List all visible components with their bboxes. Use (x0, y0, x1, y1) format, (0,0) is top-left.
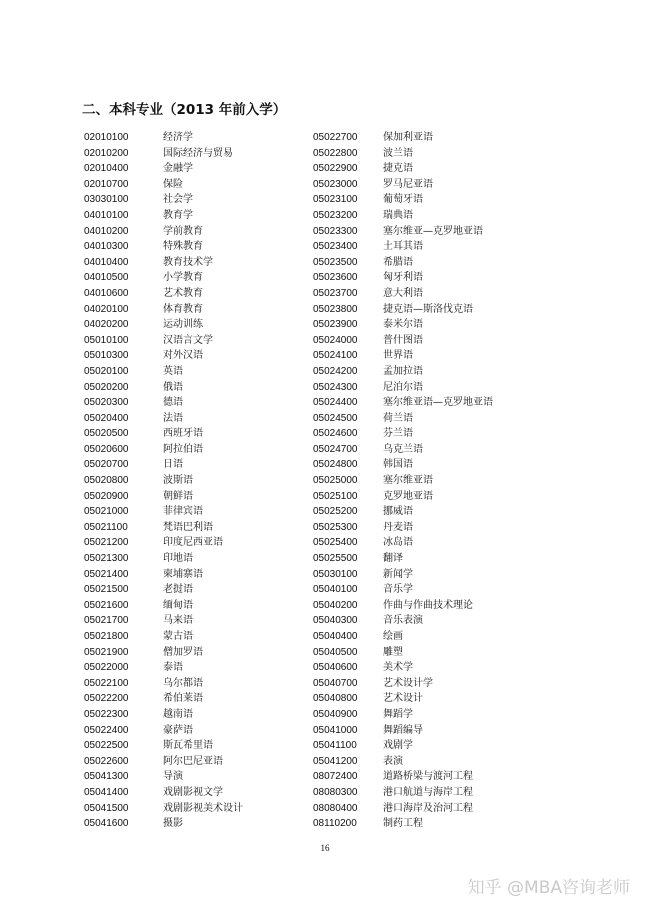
major-code: 08110200 (313, 818, 357, 830)
major-name: 马来语 (163, 615, 193, 627)
major-code: 05041400 (84, 786, 129, 798)
major-row (313, 380, 583, 396)
major-name: 舞蹈学 (383, 708, 413, 720)
major-row (313, 192, 583, 208)
major-row (313, 660, 583, 676)
major-row (313, 504, 583, 520)
major-code: 05020400 (84, 412, 129, 424)
major-row (84, 333, 299, 349)
major-row (313, 442, 583, 458)
major-name: 普什图语 (383, 334, 423, 346)
major-code: 05022700 (313, 132, 358, 143)
major-code: 05023600 (313, 272, 358, 284)
major-name: 波斯语 (163, 475, 193, 487)
major-row (84, 395, 299, 411)
major-row (313, 723, 583, 739)
major-name: 舞蹈编导 (383, 724, 423, 736)
major-row (313, 457, 583, 473)
major-code: 04010600 (84, 287, 129, 299)
major-name: 匈牙利语 (383, 272, 423, 284)
major-code: 05022500 (84, 740, 129, 752)
major-name: 瑞典语 (383, 209, 413, 221)
major-code: 05024600 (313, 428, 358, 440)
major-name: 摄影 (163, 818, 183, 830)
major-row (84, 302, 299, 318)
major-name: 韩国语 (383, 459, 413, 471)
major-name: 港口航道与海岸工程 (383, 786, 473, 798)
major-row (84, 317, 299, 333)
major-row (84, 192, 299, 208)
major-code: 05025500 (313, 553, 358, 565)
watermark: 知乎 @MBA咨询老师 (467, 878, 630, 898)
major-row (313, 535, 583, 551)
major-name: 运动训练 (163, 319, 203, 331)
major-row (313, 161, 583, 177)
major-name: 对外汉语 (163, 350, 203, 362)
major-code: 05024800 (313, 459, 358, 471)
major-name: 尼泊尔语 (383, 381, 423, 393)
major-row (84, 676, 299, 692)
major-row (313, 395, 583, 411)
major-name: 小学教育 (163, 272, 203, 284)
major-name: 丹麦语 (383, 521, 413, 533)
major-row (313, 333, 583, 349)
major-code: 05020200 (84, 381, 129, 393)
major-row (313, 473, 583, 489)
major-code: 05040500 (313, 646, 358, 658)
major-code: 08080300 (313, 786, 358, 798)
major-name: 德语 (163, 397, 183, 409)
major-code: 05025400 (313, 537, 358, 549)
major-code: 08072400 (313, 771, 358, 783)
major-list-right-column (313, 130, 583, 832)
major-name: 新闻学 (383, 568, 413, 580)
major-name: 挪威语 (383, 506, 413, 518)
major-row (84, 208, 299, 224)
major-code: 05020500 (84, 428, 129, 440)
major-row (84, 801, 299, 817)
major-row (313, 255, 583, 271)
major-code: 05040600 (313, 662, 358, 674)
major-code: 05041600 (84, 818, 129, 830)
major-code: 05023000 (313, 178, 358, 190)
major-name: 印度尼西亚语 (163, 537, 223, 549)
major-name: 艺术设计 (383, 693, 423, 705)
major-row (313, 177, 583, 193)
major-name: 国际经济与贸易 (163, 147, 233, 159)
major-name: 艺术设计学 (383, 677, 433, 689)
major-row (313, 130, 583, 146)
major-name: 戏剧影视文学 (163, 786, 223, 798)
major-row (84, 270, 299, 286)
major-name: 翻译 (383, 553, 403, 565)
major-code: 05020800 (84, 475, 129, 487)
major-row (313, 146, 583, 162)
major-name: 雕塑 (383, 646, 403, 658)
major-name: 冰岛语 (383, 537, 413, 549)
major-name: 俄语 (163, 381, 183, 393)
major-row (84, 769, 299, 785)
major-row (313, 769, 583, 785)
major-row (84, 255, 299, 271)
major-name: 阿拉伯语 (163, 443, 203, 455)
major-row (84, 707, 299, 723)
major-name: 老挝语 (163, 584, 193, 596)
major-code: 05030100 (313, 568, 358, 580)
major-code: 05023900 (313, 319, 358, 331)
major-code: 05021100 (84, 521, 128, 533)
major-code: 05022600 (84, 755, 129, 767)
major-row (84, 723, 299, 739)
major-code: 05023700 (313, 287, 358, 299)
major-code: 05021800 (84, 631, 129, 642)
major-row (84, 754, 299, 770)
major-name: 乌克兰语 (383, 443, 423, 455)
major-code: 05022100 (84, 677, 129, 689)
major-name: 特殊教育 (163, 241, 203, 253)
major-code: 05041500 (84, 802, 129, 814)
major-name: 日语 (163, 459, 183, 471)
major-name: 捷克语 (383, 163, 413, 175)
major-name: 教育技术学 (163, 256, 213, 268)
major-name: 戏剧学 (383, 740, 413, 752)
major-code: 05041300 (84, 771, 129, 783)
major-code: 04010100 (84, 209, 129, 221)
major-code: 05025000 (313, 475, 358, 487)
major-code: 02010400 (84, 163, 129, 175)
major-row (313, 785, 583, 801)
major-name: 朝鲜语 (163, 490, 193, 502)
major-row (313, 645, 583, 661)
major-row (313, 520, 583, 536)
major-code: 05021000 (84, 506, 129, 518)
major-row (313, 317, 583, 333)
major-code: 05022200 (84, 693, 129, 705)
major-name: 导演 (163, 771, 183, 783)
major-row (84, 130, 299, 146)
major-row (84, 551, 299, 567)
major-row (313, 348, 583, 364)
major-code: 05021300 (84, 553, 129, 565)
major-row (84, 691, 299, 707)
major-row (84, 442, 299, 458)
major-code: 02010700 (84, 178, 129, 190)
major-name: 泰语 (163, 662, 183, 674)
major-code: 05024300 (313, 381, 358, 393)
major-row (84, 146, 299, 162)
major-name: 学前教育 (163, 225, 203, 237)
major-name: 克罗地亚语 (383, 490, 433, 502)
major-name: 社会学 (163, 194, 193, 206)
major-row (313, 567, 583, 583)
major-name: 保险 (163, 178, 183, 190)
major-name: 蒙古语 (163, 631, 193, 642)
major-row (313, 801, 583, 817)
major-name: 希伯莱语 (163, 693, 203, 705)
major-row (313, 613, 583, 629)
major-row (84, 520, 299, 536)
major-name: 意大利语 (383, 287, 423, 299)
major-code: 05021900 (84, 646, 129, 658)
major-name: 塞尔维亚语—克罗地亚语 (383, 397, 493, 409)
major-code: 05023100 (313, 194, 358, 206)
major-row (84, 660, 299, 676)
major-code: 05023300 (313, 225, 358, 237)
major-code: 05020700 (84, 459, 129, 471)
major-row (313, 551, 583, 567)
major-code: 05020900 (84, 490, 129, 502)
major-code: 05022800 (313, 147, 358, 159)
major-code: 04010400 (84, 256, 129, 268)
major-name: 经济学 (163, 132, 193, 143)
major-code: 05024000 (313, 334, 358, 346)
major-row (313, 691, 583, 707)
major-code: 05024200 (313, 365, 358, 377)
major-code: 05023500 (313, 256, 358, 268)
major-name: 豪萨语 (163, 724, 193, 736)
major-code: 05041100 (313, 740, 357, 752)
major-code: 05010100 (84, 334, 129, 346)
major-row (313, 224, 583, 240)
major-name: 音乐表演 (383, 615, 423, 627)
major-code: 05021700 (84, 615, 129, 627)
major-name: 汉语言文学 (163, 334, 213, 346)
major-row (313, 598, 583, 614)
major-name: 波兰语 (383, 147, 413, 159)
major-code: 08080400 (313, 802, 358, 814)
major-row (313, 489, 583, 505)
major-code: 05040700 (313, 677, 358, 689)
major-row (84, 161, 299, 177)
major-name: 戏剧影视美术设计 (163, 802, 243, 814)
major-row (84, 504, 299, 520)
major-code: 05021200 (84, 537, 129, 549)
major-code: 05024700 (313, 443, 358, 455)
major-row (84, 177, 299, 193)
major-code: 05025100 (313, 490, 358, 502)
major-name: 塞尔维亚—克罗地亚语 (383, 225, 483, 237)
major-row (313, 426, 583, 442)
major-row (84, 224, 299, 240)
major-name: 作曲与作曲技术理论 (383, 599, 473, 611)
major-row (84, 535, 299, 551)
major-code: 05025200 (313, 506, 358, 518)
major-list-left-column (84, 130, 299, 832)
major-name: 教育学 (163, 209, 193, 221)
major-row (313, 302, 583, 318)
major-name: 柬埔寨语 (163, 568, 203, 580)
major-row (84, 239, 299, 255)
major-name: 英语 (163, 365, 183, 377)
major-code: 05020600 (84, 443, 129, 455)
major-code: 05021400 (84, 568, 129, 580)
major-row (84, 738, 299, 754)
major-name: 僧加罗语 (163, 646, 203, 658)
major-code: 05022900 (313, 163, 358, 175)
major-code: 05023200 (313, 209, 358, 221)
major-code: 05020100 (84, 365, 129, 377)
major-row (84, 567, 299, 583)
major-name: 希腊语 (383, 256, 413, 268)
major-name: 土耳其语 (383, 241, 423, 253)
major-row (313, 582, 583, 598)
major-name: 塞尔维亚语 (383, 475, 433, 487)
major-row (84, 380, 299, 396)
major-code: 02010100 (84, 132, 129, 143)
major-name: 斯瓦希里语 (163, 740, 213, 752)
major-row (84, 411, 299, 427)
major-code: 04010300 (84, 241, 129, 253)
section-title: 二、本科专业（2013 年前入学） (82, 102, 287, 118)
major-row (313, 270, 583, 286)
major-code: 05024100 (313, 350, 358, 362)
page-number: 16 (320, 843, 330, 853)
major-row (84, 457, 299, 473)
major-code: 05040100 (313, 584, 358, 596)
major-name: 美术学 (383, 662, 413, 674)
major-name: 表演 (383, 755, 403, 767)
major-row (313, 738, 583, 754)
major-row (84, 489, 299, 505)
major-name: 泰米尔语 (383, 319, 423, 331)
major-row (313, 707, 583, 723)
major-name: 芬兰语 (383, 428, 413, 440)
major-name: 金融学 (163, 163, 193, 175)
major-code: 04020100 (84, 303, 129, 315)
major-code: 05022000 (84, 662, 129, 674)
major-name: 法语 (163, 412, 183, 424)
major-row (313, 364, 583, 380)
major-row (84, 598, 299, 614)
major-name: 梵语巴利语 (163, 521, 213, 533)
major-code: 05025300 (313, 521, 358, 533)
major-row (84, 582, 299, 598)
major-row (313, 754, 583, 770)
major-row (84, 613, 299, 629)
major-name: 音乐学 (383, 584, 413, 596)
major-row (84, 348, 299, 364)
major-name: 绘画 (383, 631, 403, 642)
major-row (313, 208, 583, 224)
major-code: 02010200 (84, 147, 129, 159)
major-code: 05022300 (84, 708, 129, 720)
major-name: 制药工程 (383, 818, 423, 830)
major-code: 05021600 (84, 599, 129, 611)
major-row (84, 785, 299, 801)
major-name: 捷克语—斯洛伐克语 (383, 303, 473, 315)
major-code: 05040300 (313, 615, 358, 627)
major-name: 越南语 (163, 708, 193, 720)
major-code: 05021500 (84, 584, 129, 596)
major-row (313, 411, 583, 427)
major-row (313, 676, 583, 692)
major-row (313, 286, 583, 302)
major-name: 世界语 (383, 350, 413, 362)
major-code: 05040800 (313, 693, 358, 705)
major-code: 05024500 (313, 412, 358, 424)
major-code: 05041200 (313, 755, 358, 767)
major-name: 缅甸语 (163, 599, 193, 611)
major-name: 乌尔都语 (163, 677, 203, 689)
major-name: 体育教育 (163, 303, 203, 315)
major-name: 菲律宾语 (163, 506, 203, 518)
major-name: 荷兰语 (383, 412, 413, 424)
major-code: 05023400 (313, 241, 358, 253)
major-code: 05040400 (313, 631, 358, 642)
major-name: 葡萄牙语 (383, 194, 423, 206)
major-row (84, 426, 299, 442)
major-name: 道路桥梁与渡河工程 (383, 771, 473, 783)
major-code: 04010500 (84, 272, 129, 284)
major-row (84, 473, 299, 489)
major-code: 05041000 (313, 724, 358, 736)
major-row (313, 816, 583, 832)
major-name: 艺术教育 (163, 287, 203, 299)
major-code: 05010300 (84, 350, 129, 362)
major-row (84, 286, 299, 302)
major-row (84, 629, 299, 645)
major-name: 孟加拉语 (383, 365, 423, 377)
major-row (313, 629, 583, 645)
major-code: 05024400 (313, 397, 358, 409)
major-name: 印地语 (163, 553, 193, 565)
major-row (313, 239, 583, 255)
major-name: 阿尔巴尼亚语 (163, 755, 223, 767)
major-code: 05040900 (313, 708, 358, 720)
major-row (84, 816, 299, 832)
major-code: 05022400 (84, 724, 129, 736)
major-code: 05020300 (84, 397, 129, 409)
major-code: 04010200 (84, 225, 129, 237)
major-code: 04020200 (84, 319, 129, 331)
major-name: 保加利亚语 (383, 132, 433, 143)
major-name: 罗马尼亚语 (383, 178, 433, 190)
major-row (84, 364, 299, 380)
major-code: 03030100 (84, 194, 129, 206)
major-code: 05023800 (313, 303, 358, 315)
major-row (84, 645, 299, 661)
major-code: 05040200 (313, 599, 358, 611)
major-name: 港口海岸及治河工程 (383, 802, 473, 814)
major-name: 西班牙语 (163, 428, 203, 440)
